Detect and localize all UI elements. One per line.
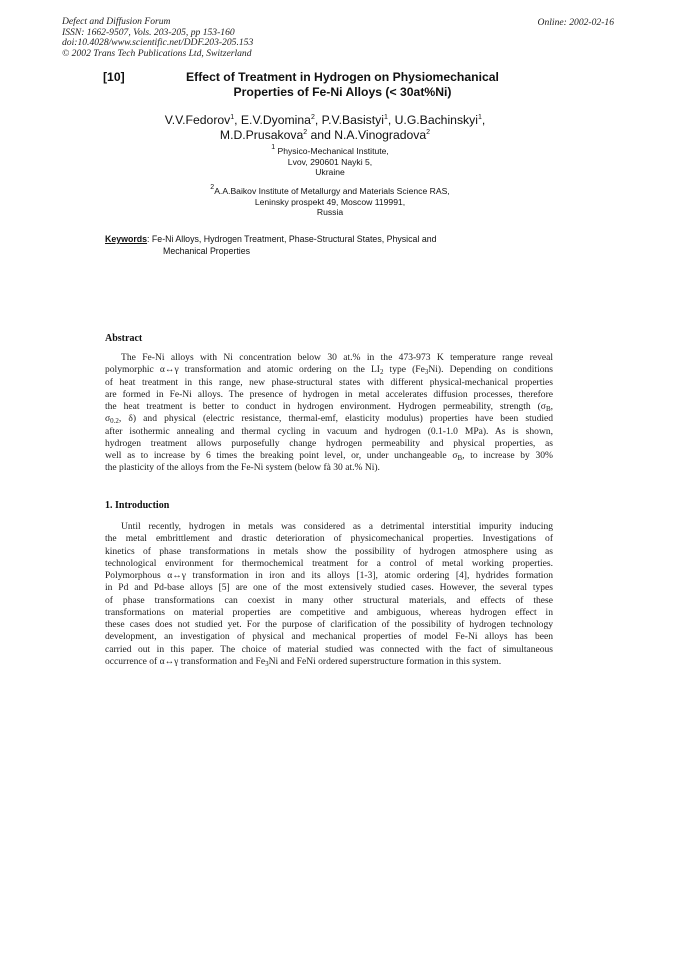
author-affiliation-marker: 1 [230,114,235,121]
author-affiliation-marker: 1 [383,114,388,121]
text-run: Ni). Depending on conditions [428,364,553,376]
affiliation-2-line-2: Leninsky prospekt 49, Moscow 119991, [254,196,406,207]
abstract-line: of heat treatment in this range, new phase-structural states with different physical-mechanical properties [105,376,553,388]
introduction-line: the metal embrittlement and drastic deterioration of physicomechanical properties. Investigations of [105,533,553,545]
author-name: , E.V.Dyomina [234,113,311,127]
author-affiliation-marker: 2 [426,129,431,136]
author-name: , P.V.Basistyi [314,113,384,127]
introduction-line [105,656,553,668]
introduction-line: of phase transformations can coexist in many other structural materials, and effects of these [105,594,553,606]
text-run: , δ) and physical (electric resistance, thermal-emf, elasticity modulus) properties have been studied [118,413,553,425]
affiliation-marker: 2 [210,184,215,191]
subscript: B [457,454,463,462]
text-run: σ [105,413,111,425]
author-affiliation-marker: 1 [477,114,482,121]
author-name: V.V.Fedorov [164,113,231,127]
abstract-line [105,364,553,376]
abstract-line: The Fe-Ni alloys with Ni concentration below 30 at.% in the 473-973 K temperature range reveal [121,352,553,363]
introduction-line: transformations on material properties are competitive and ambiguous, whereas hydrogen effect in [105,606,553,618]
issn-line: ISSN: 1662-9507, Vols. 203-205, pp 153-160 [62,26,235,38]
abstract-line: after isothermic annealing and thermal cycling in vacuum and hydrogen (0.1-1.0 MPa). As is shown, [105,425,553,437]
text-run: well as to increase by 6 times the breaking point level, or, under unchangeable σ [105,450,458,461]
affiliation-2 [160,186,500,218]
abstract-heading: Abstract [105,333,143,344]
affiliation-1-line-1 [220,146,440,157]
author-line-2 [130,128,520,143]
affiliation-2-line-1 [160,186,500,197]
affiliation-marker: 1 [271,144,276,151]
text-run: type (Fe [383,364,425,376]
text-run: , to increase by 30% [462,450,554,461]
introduction-line: kinetics of phase transformations in metals show the possibility of hydrogen atmosphere using as [105,545,553,557]
abstract-line: the plasticity of the alloys from the Fe-Ni system (below fà 30 at.% Ni). [105,462,380,474]
introduction-line: these cases does not studied yet. For the purpose of clarification of the possibility of hydrogen technology [105,619,553,630]
journal-name: Defect and Diffusion Forum [62,16,171,27]
text-run: , [550,401,553,412]
paper-number: [10] [103,70,125,84]
copyright-line: © 2002 Trans Tech Publications Ltd, Switzerland [62,47,252,59]
introduction-line: technological environment for thermochemical treatment for a control of metal working properties. [105,557,553,569]
keywords-line-1 [105,234,515,246]
keywords-block [105,234,515,257]
affiliation-text: Physico-Mechanical Institute, [275,146,389,156]
abstract-line: hydrogen treatment allows purposefully change hydrogen permeability and physical properties, as [105,437,553,449]
text-run: Ni and FeNi ordered superstructure formation in this system. [268,655,502,667]
subscript: 3 [265,659,269,668]
author-affiliation-marker: 2 [310,114,315,121]
abstract-line [105,413,553,425]
author-name: and N.A.Vinogradova [307,128,427,142]
author-affiliation-marker: 2 [303,129,308,136]
affiliation-1-line-3: Ukraine [315,167,345,178]
abstract-line [105,401,553,413]
subscript: B [545,405,551,413]
text-run: occurrence of α↔γ transformation and Fe [105,655,266,667]
introduction-line: Until recently, hydrogen in metals was considered as a detrimental interstitial impurity inducing [121,521,553,532]
title-line-2: Properties of Fe-Ni Alloys (< 30at%Ni) [233,85,452,99]
abstract-line: are formed in Fe-Ni alloys. The presence of hydrogen in metal accelerates diffusion processes, therefore [105,388,553,400]
subscript: 2 [379,368,384,377]
introduction-line: Polymorphous α↔γ transformation in iron and its alloys [1-3], atomic ordering [4], hydrides formation [105,570,553,581]
title-line-1: Effect of Treatment in Hydrogen on Physiomechanical [186,70,499,84]
abstract-body [105,352,553,475]
journal-header [62,17,253,59]
author-list [130,113,520,143]
introduction-line: development, an investigation of physical and mechanical properties of model Fe-Ni alloys has been [105,631,553,643]
introduction-line: in Pd and Pd-base alloys [5] are one of the most extensively studied cases. However, the several types [105,582,553,594]
affiliation-text: A.A.Baikov Institute of Metallurgy and Materials Science RAS, [214,186,450,196]
introduction-line: carried out in this paper. The choice of material studied was connected with the fact of simultaneous [105,643,553,655]
abstract-line [105,450,553,462]
introduction-heading: 1. Introduction [105,500,170,511]
affiliation-1 [220,146,440,178]
author-name: , U.G.Bachinskyi [387,113,478,127]
keywords-label: Keywords [105,234,148,244]
author-separator: , [481,113,486,127]
author-line-1 [130,113,520,128]
text-run: the heat treatment is better to conduct in hydrogen environment. Hydrogen permeability, strength (σ [105,401,546,412]
doi-line[interactable]: doi:10.4028/www.scientific.net/DDF.203-205.153 [62,37,254,49]
keywords-line-2: Mechanical Properties [163,245,251,256]
subscript: 0.2 [110,417,119,426]
affiliation-1-line-2: Lvov, 290601 Nayki 5, [287,156,373,167]
introduction-body [105,521,553,668]
title-text [150,70,535,100]
keywords-text: : Fe-Ni Alloys, Hydrogen Treatment, Phase-Structural States, Physical and [147,234,437,244]
author-name: M.D.Prusakova [219,128,304,142]
affiliation-2-line-3: Russia [316,207,344,218]
online-date: Online: 2002-02-16 [537,17,614,28]
subscript: 3 [424,368,429,377]
text-run: polymorphic α↔γ transformation and atomic ordering on the LI [105,364,380,376]
